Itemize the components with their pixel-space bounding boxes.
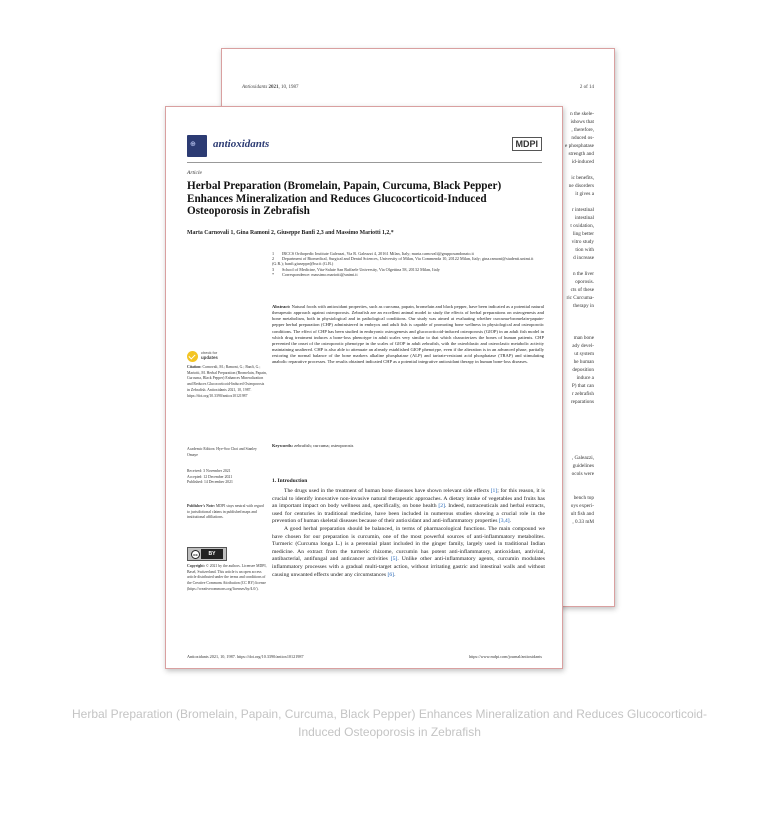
reference-link[interactable]: [2] [438, 503, 445, 510]
back-page-text-line: strength and [568, 151, 594, 157]
back-page-text-line: d increase [573, 255, 594, 261]
back-page-text-line: ric Curcuma- [566, 295, 594, 301]
back-page-text-line: tion with [575, 247, 594, 253]
back-page-text-line: bench top [573, 495, 594, 501]
back-header-rest: , 10, 1987 [278, 85, 299, 90]
back-page-text-line: ishows that [570, 119, 594, 125]
back-page-text-line: nduced os- [571, 135, 594, 141]
back-page-text-line: therapy in [573, 303, 594, 309]
page-footer [187, 654, 542, 659]
back-page-text-line: ling better [572, 231, 594, 237]
back-page-text-line: , Galeazzi, [571, 455, 594, 461]
back-page-text-line: ic benefits, [571, 175, 594, 181]
author-list: Marta Carnovali 1, Gina Ramoni 2, Giuseppe Banfi 2,3 and Massimo Mariotti 1,2,* [187, 230, 394, 236]
back-page-text-line: oys experi- [570, 503, 594, 509]
back-page-text-line: t oxidation, [570, 223, 594, 229]
reference-link[interactable]: [1] [490, 488, 498, 494]
back-page-text-line: guidelines [572, 463, 594, 469]
check-updates-icon [187, 351, 198, 362]
back-page-text-line: it gives a [575, 191, 594, 197]
citation-block: Citation: Carnovali, M.; Ramoni, G.; Banfi, G.; Mariotti, M. Herbal Preparation (Bromelain, Papain, Curcuma, Black Pepper) Enhances Mineralization and Reduces Glucocorticoid-Induced Osteoporosis in Zebrafish. Antioxidants 2021, 10, 1987. https://doi.org/10.3390/antiox10121987 [187, 365, 267, 398]
back-page-text-line: ady devel- [572, 343, 594, 349]
back-page-text-line: n the liver [572, 271, 594, 277]
abstract [272, 304, 544, 366]
article-title: Herbal Preparation (Bromelain, Papain, Curcuma, Black Pepper) Enhances Mineralization and Reduces Glucocorticoid-Induced Osteoporosis in Zebrafish [187, 180, 502, 218]
back-page-text-line: vitro study [571, 239, 594, 245]
back-page-text-line: r intestinal [571, 207, 594, 213]
cc-by-license-icon[interactable]: cc BY [187, 547, 227, 561]
affiliation-item: 3 School of Medicine, Vita-Salute San Raffaele University, Via Olgettina 58, 20132 Milan, Italy [272, 266, 440, 272]
back-page-text-line: cts of these [570, 287, 594, 293]
journal-name: antioxidants [213, 138, 270, 150]
check-for-updates-badge[interactable]: check for updates [187, 350, 247, 364]
copyright-block: Copyright: © 2021 by the authors. Licensee MDPI, Basel, Switzerland. This article is an open access article distributed under the terms and conditions of the Creative Commons Attribution (CC BY) license (https://creativecommons.org/licenses/by/4.0/). [187, 564, 267, 591]
affiliations [272, 251, 542, 277]
front-page [165, 106, 563, 669]
abstract-label: Abstract: [272, 304, 291, 309]
footer-citation: Antioxidants 2021, 10, 1987. https://doi.org/10.3390/antiox10121987 [187, 654, 304, 659]
reference-link[interactable]: [5] [390, 556, 398, 563]
back-page-text-line: r zebrafish [571, 391, 594, 397]
keywords-label: Keywords: [272, 443, 293, 448]
back-page-text-line: intestinal [574, 215, 594, 221]
back-page-text-line: id-induced [571, 159, 594, 165]
article-type: Article [187, 170, 202, 176]
back-page-text-line: ocols were [571, 471, 594, 477]
back-page-text-line: , 0.33 mM [572, 519, 594, 525]
journal-logo-icon: ⊕ [187, 135, 207, 157]
keywords [272, 443, 544, 448]
reference-link[interactable]: [3,4] [498, 518, 510, 525]
caption: Herbal Preparation (Bromelain, Papain, Curcuma, Black Pepper) Enhances Mineralization and Reduces Glucocorticoid-Induced Osteoporosis in Zebrafish [72, 707, 707, 739]
back-page-text-line: e phosphatase [565, 143, 594, 149]
back-page-text-line: man bone [573, 335, 594, 341]
back-page-text-line: oporosis. [575, 279, 594, 285]
back-page-text-line: ne disorders [568, 183, 594, 189]
back-page-text-line: reparations [570, 399, 594, 405]
back-header-year: 2021 [268, 85, 279, 90]
affiliation-item: 2 Department of Biomedical, Surgical and Dental Sciences, University of Milan, Via Commenda 10, 20122 Milan, Italy; gina.ramoni@studenti.unimi.it (G.R.); banfi.giuseppe@hsr.it (G.B.) [272, 256, 534, 267]
back-page-text-line: n the skele- [570, 111, 594, 117]
back-page-text-line: ut system [574, 351, 594, 357]
academic-editors: Academic Editors: Hye-Soo Choi and Stanley Omaye [187, 447, 257, 457]
intro-body [272, 488, 545, 579]
back-page-text-line: , therefore, [571, 127, 594, 133]
dates-block: Received: 3 November 2021 Accepted: 12 December 2021 Published: 14 December 2021 [187, 469, 233, 485]
intro-heading: 1. Introduction [272, 478, 308, 484]
keywords-text: zebrafish; curcuma; osteoporosis [294, 443, 354, 448]
reference-link[interactable]: [6] [387, 571, 395, 578]
mdpi-logo: MDPI [512, 137, 543, 151]
back-header-journal: Antioxidants [242, 85, 268, 90]
back-page-text-line: induce a [576, 375, 594, 381]
back-page-text-line: he human [573, 359, 594, 365]
publisher-note: Publisher's Note: MDPI stays neutral with regard to jurisdictional claims in published maps and institutional affiliations. [187, 504, 264, 520]
abstract-text: Natural foods with antioxidant properties, such as curcuma, papain, bromelain and black pepper, have been indicated as a potential natural therapeutic approach against osteoporosis. Zebrafish are an excellent animal model to study the effects of herbal preparations on osteogenesis and bone metabolism, both in physiological and in pathological conditions. Our study was aimed at evaluating whether curcuma-bromelain-papain-pepper herbal preparation (CHP) administered in embryos and adult fish is capable of promoting bone wellness in physiological and osteoporotic conditions. The effect of CHP has been studied in embryonic osteogenesis and glucocorticoid-induced osteoporosis (GIOP) in an adult fish model in which drug treatment induces a bone-loss phenotype in adult scales very similar to that which characterizes the bones of human patients. CHP prevented the onset of the osteoporotic phenotype in the scales of GIOP in adult zebrafish, with the osteoblastic and osteoclastic metabolic activity maintaining unaltered. CHP is also able to attenuate an already established GIOP phenotype, even if the alteration is in an advanced phase, partially restoring the normal balance of the bone markers alkaline phosphatase (ALP) and tartrate-resistant acid phosphatase (TRAP) and stimulating anabolic reparative processes. The results obtained indicated CHP as a potential integrative antioxidant therapy in human bone-loss diseases. [272, 304, 545, 365]
header-rule [187, 162, 542, 163]
affiliation-item: 1 IRCCS Orthopedic Institute Galeazzi, Via R. Galeazzi 4, 20161 Milan, Italy; marta.carnovali@grupposandonato.it [272, 251, 474, 256]
back-page-text-line: deposition [572, 367, 594, 373]
back-page-text-line: ult fish and [570, 511, 594, 517]
correspondence: * Correspondence: massimo.mariotti@unimi.it [272, 271, 358, 277]
footer-journal-url[interactable]: https://www.mdpi.com/journal/antioxidants [468, 654, 542, 659]
intro-paragraph-2: A good herbal preparation should be balanced, in terms of pharmacological functions. The main compound we have chosen for our preparation is curcumin, one of the most powerful sources of anti-inflammatory metabolites. Turmeric (Curcuma longa L.) is a perennial plant included in the ginger family, largely used in traditional Indian medicine. An extract from the turmeric rhizome, curcumin has potent anti-inflammatory, antioxidant, antiviral, antibacterial, antifungal and anticancer activities [5]. Unlike other anti-inflammatory agents, curcumin modulates inflammatory processes with a gradual multi-target action, without irritating gastric and intestinal walls and without causing unwanted effects under any circumstances [6]. [272, 525, 545, 578]
back-page-text-line: P) that can [571, 383, 594, 389]
intro-paragraph-1: The drugs used in the treatment of human bone diseases have shown relevant side effects [1]; for this reason, it is crucial to identify innovative non-invasive natural therapeutic approaches. A dietary intake of vegetables and fruits has an important impact on body wellness and, specifically, on bone health [2]. Indeed, nutraceuticals and herbal extracts, used for centuries in traditional medicine, have been included in numerous studies showing a crucial role in the prevention of human skeletal diseases because of their antioxidant and anti-inflammatory properties [3,4]. [272, 488, 545, 525]
back-page-number: 2 of 14 [579, 85, 594, 90]
